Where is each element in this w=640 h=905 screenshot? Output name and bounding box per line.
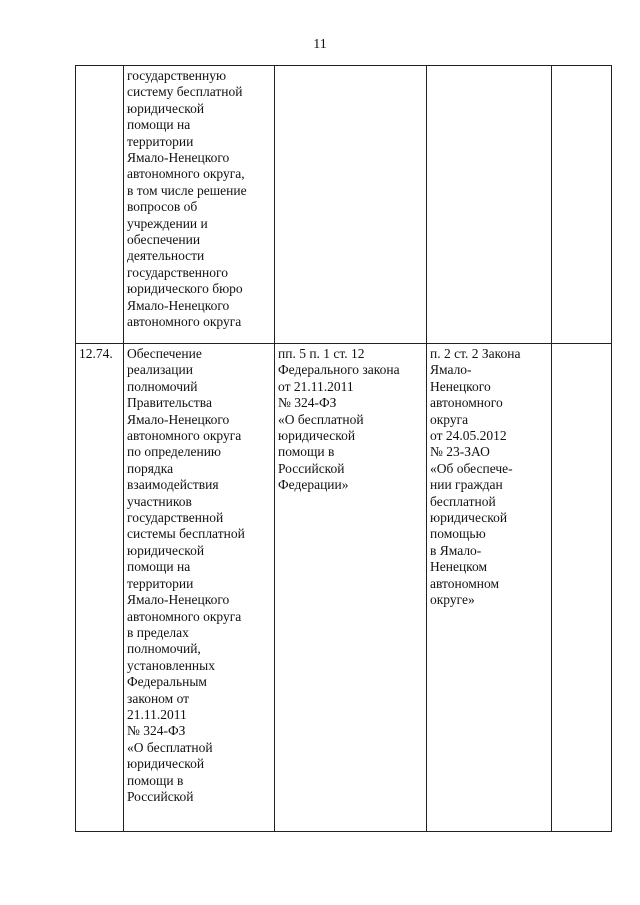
cell-text-line: обеспечении: [127, 232, 201, 248]
cell-text-line: взаимодействия: [127, 477, 219, 493]
cell-text-line: юридической: [127, 100, 205, 116]
cell-text-line: государственного: [127, 264, 228, 280]
cell-text-line: Ямало-Ненецкого: [127, 297, 230, 313]
cell-text-line: полномочий,: [127, 641, 201, 657]
description-cell: [124, 344, 275, 832]
cell-text-line: реализации: [127, 362, 193, 378]
cell-text-line: Ямало-: [430, 362, 472, 378]
cell-text-line: Ямало-Ненецкого: [127, 150, 230, 166]
cell-text-line: помощи на: [127, 117, 191, 133]
row-number-cell: [76, 66, 124, 344]
cell-text-line: в пределах: [127, 624, 189, 640]
cell-text-line: помощью: [430, 526, 486, 542]
cell-text-line: юридической: [127, 756, 205, 772]
cell-text-line: порядка: [127, 460, 174, 476]
cell-text-line: помощи на: [127, 559, 191, 575]
cell-text-line: помощи в: [278, 444, 335, 460]
row-number: 12.74.: [79, 346, 113, 361]
cell-text-line: в том числе решение: [127, 182, 247, 198]
cell-text-line: по определению: [127, 444, 222, 460]
cell-text-line: территории: [127, 133, 194, 149]
cell-text-line: Обеспечение: [127, 346, 202, 361]
notes-cell: [552, 66, 612, 344]
cell-text-line: участников: [127, 493, 192, 509]
cell-text-line: 21.11.2011: [127, 706, 187, 722]
cell-text-line: Федерального закона: [278, 362, 400, 378]
regional-basis-cell: [427, 344, 552, 832]
cell-text-line: «О бесплатной: [127, 739, 213, 755]
page-number: 11: [313, 37, 327, 52]
cell-text-line: Ненецкого: [430, 378, 491, 394]
notes-cell: [552, 344, 612, 832]
cell-text-line: помощи в: [127, 772, 184, 788]
cell-text-line: деятельности: [127, 248, 205, 264]
cell-text-line: «Об обеспече-: [430, 460, 513, 476]
cell-text-line: в Ямало-: [430, 542, 482, 558]
cell-text-line: Российской: [278, 460, 345, 476]
cell-text-line: № 324-ФЗ: [278, 395, 337, 411]
cell-text-line: п. 2 ст. 2 Закона: [430, 346, 521, 361]
cell-text-line: Федерации»: [278, 477, 349, 493]
cell-text-line: юридического бюро: [127, 281, 243, 297]
cell-text-line: государственной: [127, 510, 224, 526]
cell-text-line: от 21.11.2011: [278, 378, 354, 394]
table-row: [76, 344, 612, 832]
regional-basis-cell: [427, 66, 552, 344]
cell-text-line: № 23-ЗАО: [430, 444, 490, 460]
cell-text-line: системы бесплатной: [127, 526, 245, 542]
cell-text-line: установленных: [127, 657, 215, 673]
cell-text-line: бесплатной: [430, 493, 496, 509]
cell-text-line: государственную: [127, 68, 227, 83]
cell-text-line: округа: [430, 411, 469, 427]
cell-text-line: юридической: [278, 428, 356, 444]
cell-text-line: Правительства: [127, 395, 212, 411]
cell-text-line: «О бесплатной: [278, 411, 364, 427]
cell-text-line: Российской: [127, 788, 194, 804]
cell-text-line: пп. 5 п. 1 ст. 12: [278, 346, 365, 361]
cell-text-line: от 24.05.2012: [430, 428, 507, 444]
row-number-cell: [76, 344, 124, 832]
cell-text-line: юридической: [430, 510, 508, 526]
federal-basis-cell: [275, 66, 427, 344]
description-cell: [124, 66, 275, 344]
cell-text-line: юридической: [127, 542, 205, 558]
federal-basis-cell: [275, 344, 427, 832]
cell-text-line: автономного: [430, 395, 503, 411]
cell-text-line: Ненецком: [430, 559, 488, 575]
cell-text-line: учреждении и: [127, 215, 208, 231]
cell-text-line: округе»: [430, 592, 475, 608]
cell-text-line: систему бесплатной: [127, 84, 243, 100]
cell-text-line: № 324-ФЗ: [127, 723, 186, 739]
legal-table: [75, 65, 612, 832]
cell-text-line: автономном: [430, 575, 500, 591]
cell-text-line: нии граждан: [430, 477, 503, 493]
cell-text-line: автономного округа: [127, 428, 242, 444]
cell-text-line: законом от: [127, 690, 190, 706]
cell-text-line: автономного округа: [127, 314, 242, 330]
cell-text-line: территории: [127, 575, 194, 591]
cell-text-line: Ямало-Ненецкого: [127, 411, 230, 427]
cell-text-line: Федеральным: [127, 674, 207, 690]
cell-text-line: автономного округа,: [127, 166, 245, 182]
cell-text-line: вопросов об: [127, 199, 198, 215]
cell-text-line: Ямало-Ненецкого: [127, 592, 230, 608]
table-row: [76, 66, 612, 344]
cell-text-line: полномочий: [127, 378, 198, 394]
cell-text-line: автономного округа: [127, 608, 242, 624]
